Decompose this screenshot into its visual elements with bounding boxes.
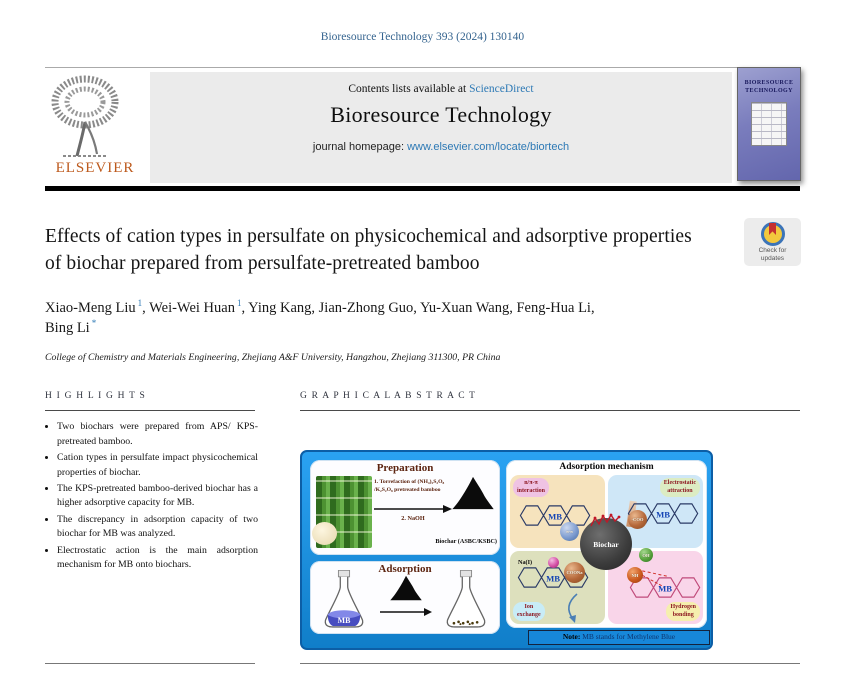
cover-title-line1: BIORESOURCE: [744, 80, 794, 86]
journal-title: Bioresource Technology: [330, 102, 552, 127]
authors-line: [45, 298, 755, 338]
mb-molecule: [518, 503, 594, 528]
graphical-abstract-rule: [300, 410, 800, 411]
author-footnote[interactable]: 1: [137, 298, 143, 308]
preparation-steps: 1. Torrefaction of (NH₄)₂S₂O₈ /K₂S₂O₈ pretreated bamboo: [374, 479, 445, 493]
coo-group-sphere: -COO: [628, 510, 647, 529]
elsevier-wordmark: ELSEVIER: [55, 160, 135, 176]
homepage-line: journal homepage: www.elsevier.com/locate/biortech: [312, 141, 570, 153]
journal-homepage-link[interactable]: www.elsevier.com/locate/biortech: [407, 141, 570, 153]
check-updates-icon: [761, 222, 785, 246]
svg-text:MB: MB: [546, 573, 560, 584]
ion-exchange-label: Ion exchange: [513, 602, 545, 621]
journal-citation: Bioresource Technology 393 (2024) 130140: [320, 31, 525, 43]
elsevier-tree-icon: [45, 74, 125, 160]
article-title: Effects of cation types in persulfate on physicochemical and adsorptive properties of biochar prepared from persulfate-pretreated bamboo: [45, 226, 692, 274]
journal-header-band: [150, 72, 732, 183]
sodium-ion-sphere: [548, 557, 559, 568]
highlight-item: • The KPS-pretreated bamboo-derived biochar has a higher adsorptive capacity for MB.: [57, 482, 258, 511]
adsorption-title: Adsorption: [378, 563, 432, 575]
authors-row-1: Xiao-Meng Liu $^1$, Wei-Wei Huan $^1$, Ying Kang, Jian-Zhong Guo, Yu-Xuan Wang, Feng-Hua Li,: [45, 298, 595, 316]
biochar-sphere: Biochar: [580, 518, 632, 570]
svg-text:MB: MB: [658, 583, 672, 594]
highlights-rule: [45, 410, 255, 411]
corresponding-author-mark[interactable]: *: [91, 317, 97, 328]
oh-group-sphere: OH: [639, 548, 653, 562]
preparation-title: Preparation: [376, 462, 434, 474]
biochar-product-label: Biochar (ASBC/KSBC): [435, 538, 497, 545]
sodium-ion-label: Na(I): [518, 559, 533, 566]
contents-line: Contents lists available at ScienceDirect: [348, 83, 534, 95]
svg-text:MB: MB: [656, 509, 670, 520]
highlight-item: • Cation types in persulfate impact physicochemical properties of biochar.: [57, 451, 258, 480]
mb-flask-label: MB: [337, 616, 351, 626]
biochar-pile: [450, 472, 496, 514]
pi-sphere: π-π: [560, 522, 579, 541]
preparation-panel: [310, 460, 500, 555]
adsorption-panel: [310, 561, 500, 634]
highlights-heading: H I G H L I G H T S: [45, 391, 146, 401]
ion-exchange-arrow-icon: [561, 592, 579, 624]
check-updates-label-2: updates: [760, 255, 785, 263]
header-divider-bar: [45, 186, 800, 191]
bookmark-icon: [769, 223, 776, 235]
graphical-abstract-heading: G R A P H I C A L A B S T R A C T: [300, 391, 477, 401]
pretreated-powder: [312, 522, 337, 545]
highlight-item: • Electrostatic action is the main adsorption mechanism for MB onto biochars.: [57, 544, 258, 573]
settled-biochar-flask: [440, 570, 492, 630]
check-updates-badge[interactable]: [744, 218, 801, 266]
cover-title-line2: TECHNOLOGY: [745, 87, 793, 94]
pi-interaction-label: n/π-π interaction: [513, 478, 549, 497]
biochar-pile-small: [388, 574, 424, 602]
highlight-item: • Two biochars were prepared from APS/ KPS-pretreated bamboo.: [57, 420, 258, 449]
highlight-item: • The discrepancy in adsorption capacity of two biochar for MB was analyzed.: [57, 513, 258, 542]
nh-group-sphere: NH: [627, 567, 643, 583]
authors-row-2: Bing Li *: [45, 317, 97, 336]
graphical-abstract-figure: [300, 450, 713, 650]
adsorption-arrow-icon: [380, 608, 432, 616]
electrostatic-label: Electrostatic attraction: [660, 478, 700, 497]
reaction-arrow-icon: [374, 505, 452, 513]
mechanism-panel: [506, 460, 707, 628]
sciencedirect-link[interactable]: ScienceDirect: [469, 83, 534, 95]
svg-text:MB: MB: [548, 511, 562, 522]
naoh-step: 2. NaOH: [401, 515, 425, 522]
left-column-bottom-rule: [45, 663, 255, 664]
figure-note: Note: MB stands for Methylene Blue: [528, 630, 710, 645]
surface-structure-decor: [588, 513, 624, 529]
journal-cover-thumbnail: [737, 67, 801, 181]
coona-group-sphere: COONa: [564, 562, 585, 583]
cover-art: [751, 102, 787, 146]
elsevier-logo: [45, 74, 145, 182]
check-updates-label-1: Check for: [758, 247, 787, 254]
highlights-list: [45, 420, 258, 574]
header-top-rule: [45, 67, 800, 68]
mechanism-title: Adsorption mechanism: [559, 462, 654, 472]
hydrogen-bonding-label: Hydrogen bonding: [666, 602, 700, 621]
affiliation: College of Chemistry and Materials Engineering, Zhejiang A&F University, Hangzhou, Zhejiang 311300, PR China: [45, 352, 501, 363]
mb-solution-flask: [318, 570, 370, 630]
right-column-bottom-rule: [300, 663, 800, 664]
author-footnote[interactable]: 1: [236, 298, 242, 308]
